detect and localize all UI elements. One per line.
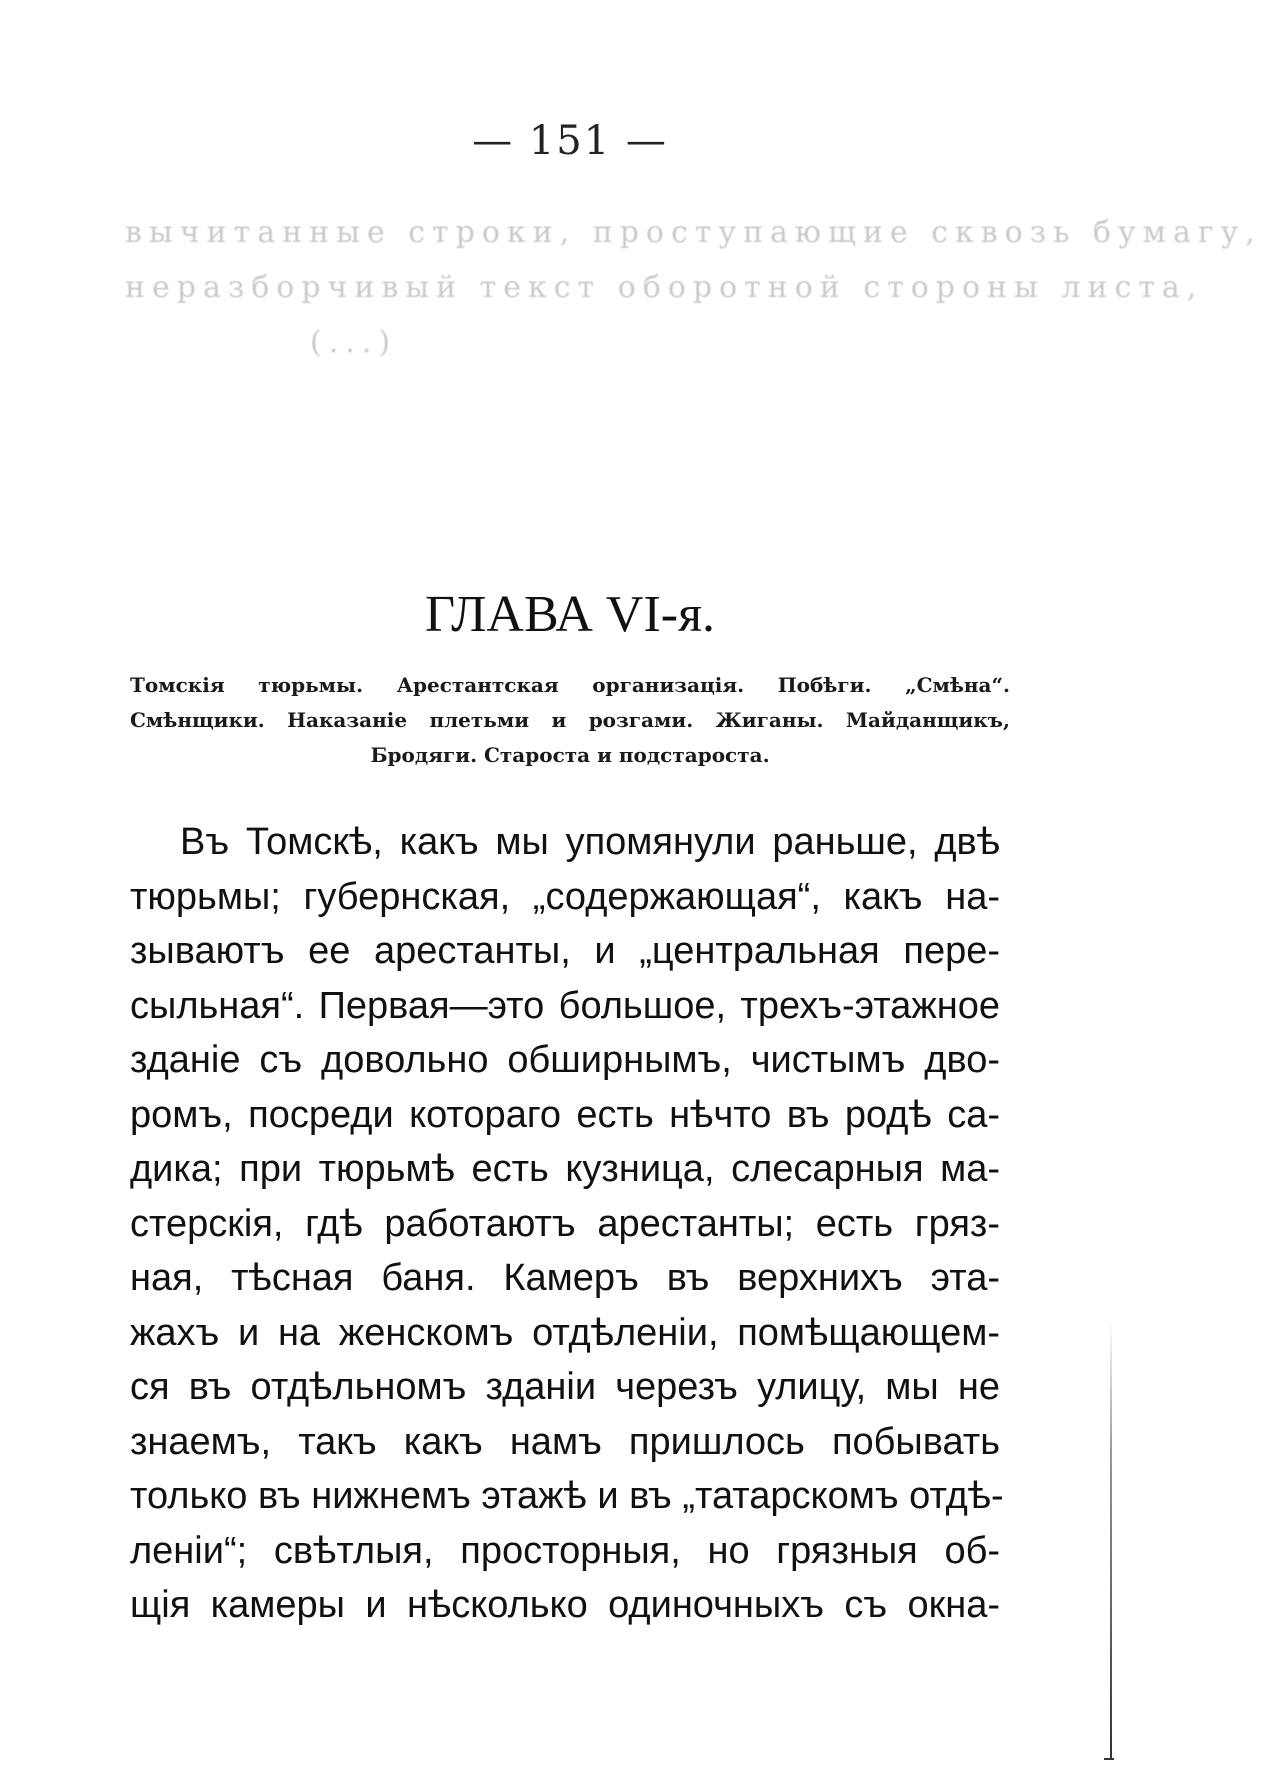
faded-line: вычитанные строки, проступающие сквозь бумагу, [125, 215, 1262, 250]
page-edge-rule [1110, 1320, 1112, 1760]
body-line: ромъ, посреди котораго есть нѣчто въ родѣ са- [130, 1093, 1000, 1136]
body-line: знаемъ, такъ какъ намъ пришлось побывать [130, 1420, 1000, 1463]
summary-line: Бродяги. Староста и подстароста. [370, 743, 770, 767]
summary-line: Томскія тюрьмы. Арестантская организація. Побѣги. „Смѣна“. [130, 673, 1010, 697]
body-line: дика; при тюрьмѣ есть кузница, слесарныя ма- [130, 1148, 1000, 1190]
body-line: Въ Томскѣ, какъ мы упомянули раньше, двѣ [180, 821, 1000, 863]
body-line: зываютъ ее арестанты, и „центральная пере- [130, 930, 1000, 972]
chapter-summary [130, 668, 1010, 773]
faded-line: неразборчивый текст оборотной стороны листа, [125, 270, 1204, 305]
body-line: зданіе съ довольно обширнымъ, чистымъ дво- [130, 1039, 1000, 1081]
body-line: леніи“; свѣтлыя, просторныя, но грязныя об- [130, 1529, 1000, 1572]
page-corner-mark [1104, 1758, 1114, 1760]
body-line: ная, тѣсная баня. Камеръ въ верхнихъ эта- [130, 1257, 1000, 1299]
summary-line: Смѣнщики. Наказаніе плетьми и розгами. Жиганы. Майданщикъ, [130, 708, 1010, 732]
body-line: ся въ отдѣльномъ зданіи черезъ улицу, мы не [130, 1366, 1000, 1408]
body-line: тюрьмы; губернская, „содержающая“, какъ на- [130, 875, 1000, 918]
body-line: стерскія, гдѣ работаютъ арестанты; есть гряз- [130, 1202, 1000, 1245]
chapter-title: ГЛАВА VI-я. [424, 586, 716, 643]
body-line: сыльная“. Первая—это большое, трехъ-этажное [130, 984, 1000, 1027]
body-line: жахъ и на женскомъ отдѣленіи, помѣщающем- [130, 1311, 1000, 1354]
body-line: щія камеры и нѣсколько одиночныхъ съ окна- [130, 1584, 1000, 1626]
bleed-through-text [125, 205, 1262, 370]
faded-line: (...) [310, 325, 398, 360]
body-paragraph [130, 815, 1004, 1633]
page-number: — 151 — [472, 118, 668, 164]
body-line: только въ нижнемъ этажѣ и въ „татарскомъ отдѣ- [130, 1475, 1004, 1517]
